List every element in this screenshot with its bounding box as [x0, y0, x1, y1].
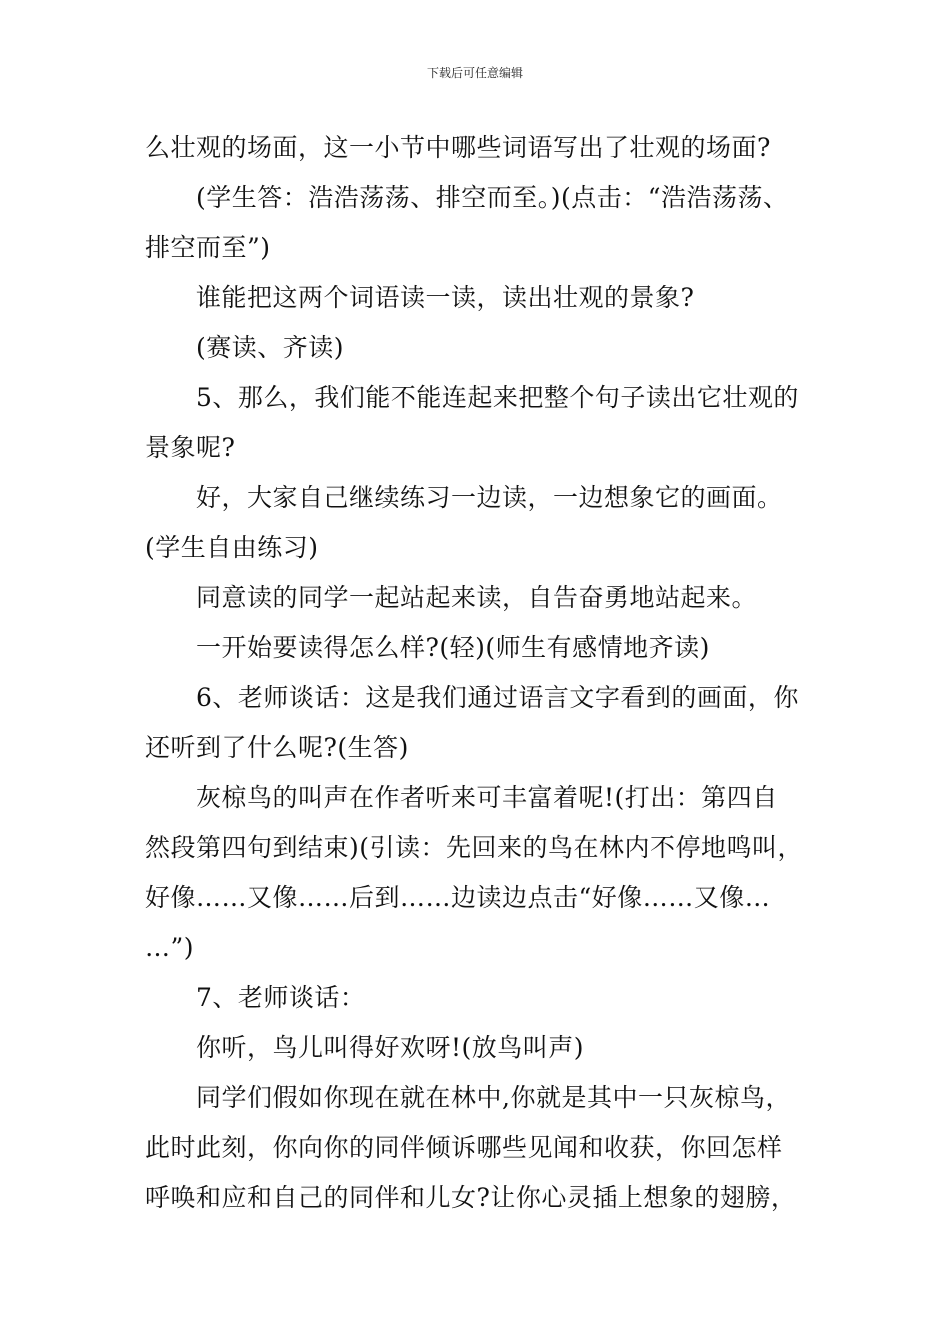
text-line: (学生自由练习) — [145, 533, 319, 562]
text-line: 谁能把这两个词语读一读，读出壮观的景象? — [196, 283, 695, 312]
text-line: 此时此刻，你向你的同伴倾诉哪些见闻和收获，你回怎样 — [145, 1133, 783, 1162]
text-line: 么壮观的场面，这一小节中哪些词语写出了壮观的场面? — [145, 133, 771, 162]
text-line: 5、那么，我们能不能连起来把整个句子读出它壮观的 — [196, 383, 799, 412]
text-line: 排空而至”) — [145, 233, 271, 262]
text-line: (赛读、齐读) — [196, 333, 345, 362]
page-header: 下载后可任意编辑 — [426, 66, 523, 80]
text-line: 同意读的同学一起站起来读，自告奋勇地站起来。 — [196, 583, 758, 612]
text-line: 还听到了什么呢?(生答) — [145, 733, 409, 762]
text-line: 好像……又像……后到……边读边点击“好像……又像… — [145, 883, 771, 912]
text-line: 好，大家自己继续练习一边读，一边想象它的画面。 — [196, 483, 783, 512]
text-line: (学生答：浩浩荡荡、排空而至。)(点击：“浩浩荡荡、 — [196, 183, 789, 212]
text-line: 呼唤和应和自己的同伴和儿女?让你心灵插上想象的翅膀， — [145, 1183, 797, 1212]
text-line: 6、老师谈话：这是我们通过语言文字看到的画面，你 — [196, 683, 799, 712]
text-line: 你听，鸟儿叫得好欢呀!(放鸟叫声) — [196, 1033, 585, 1062]
text-line: 同学们假如你现在就在林中,你就是其中一只灰椋鸟， — [196, 1083, 791, 1112]
text-line: …”) — [145, 933, 195, 962]
text-line: 景象呢? — [145, 433, 236, 462]
text-line: 灰椋鸟的叫声在作者听来可丰富着呢!(打出：第四自 — [196, 783, 778, 812]
text-line: 7、老师谈话： — [196, 983, 366, 1012]
text-line: 然段第四句到结束)(引读：先回来的鸟在林内不停地鸣叫， — [145, 833, 804, 862]
text-line: 一开始要读得怎么样?(轻)(师生有感情地齐读) — [196, 633, 710, 662]
